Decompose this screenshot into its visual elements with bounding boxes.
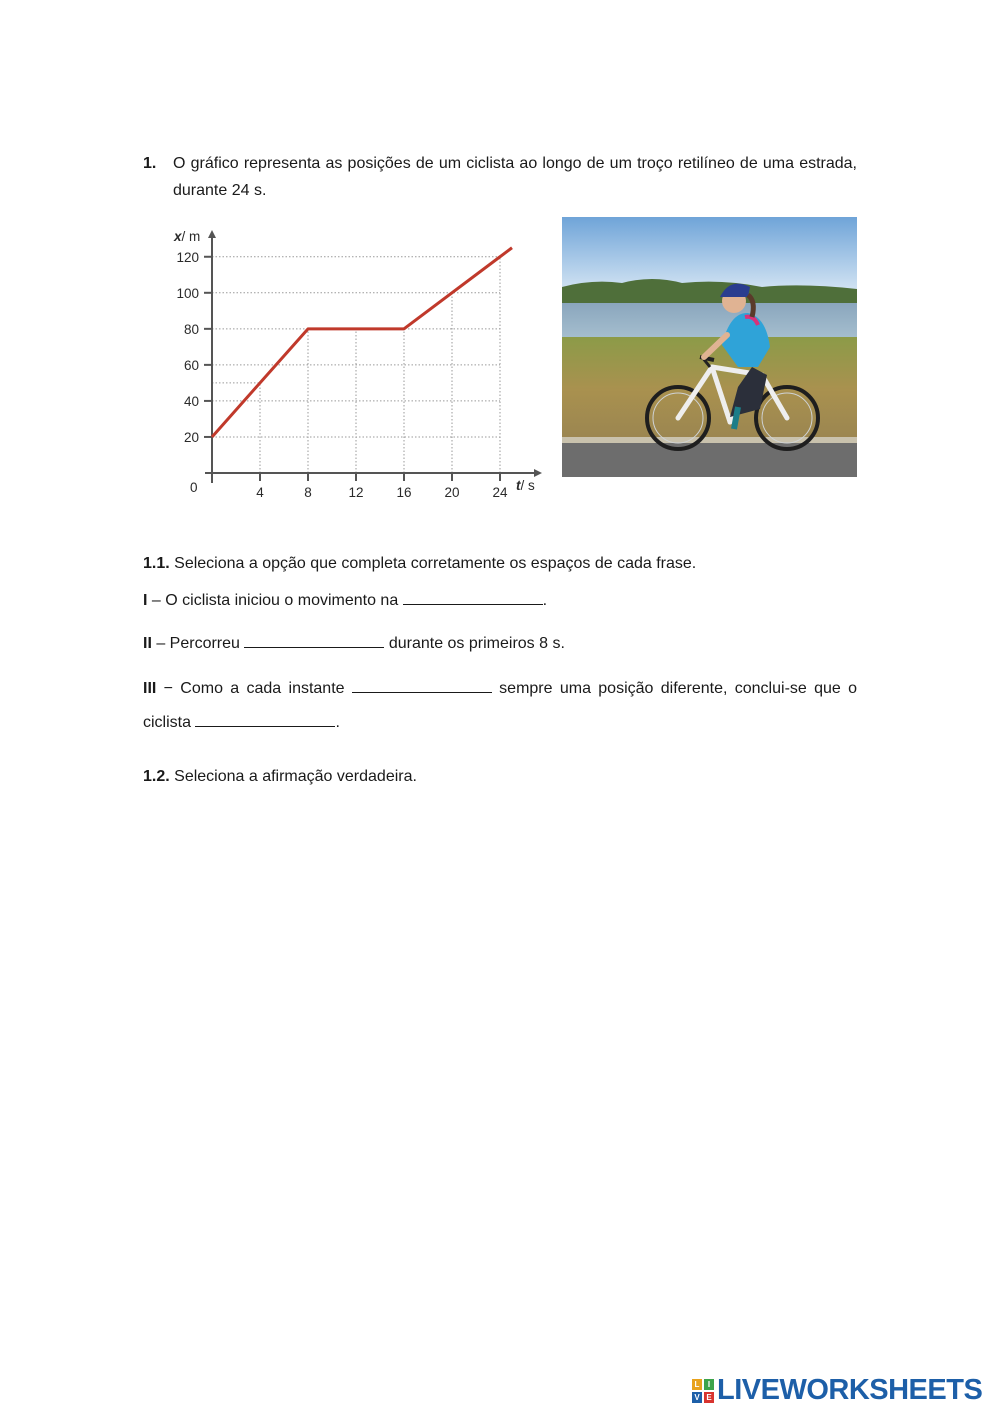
- blank-i[interactable]: [403, 590, 543, 605]
- logo-letter-tile: E: [704, 1392, 714, 1403]
- sentence-iii-line2: [143, 712, 857, 734]
- sentence-ii: [143, 633, 857, 655]
- y-tick-label: 20: [183, 429, 199, 445]
- question-1-2: [143, 766, 857, 788]
- sentence-iii-middle: sempre uma posição diferente, conclui-se que o: [491, 680, 858, 697]
- sentence-ii-after: durante os primeiros 8 s.: [384, 635, 565, 652]
- question-1-1: [143, 553, 857, 575]
- blank-ii[interactable]: [244, 633, 384, 648]
- origin-label: 0: [190, 480, 198, 495]
- sentence-iii-line1: [143, 678, 857, 700]
- question-1-1-number: 1.1.: [143, 555, 170, 572]
- y-tick-label: 100: [176, 285, 199, 301]
- logo-letter-tile: I: [704, 1379, 714, 1390]
- blank-iii-b[interactable]: [195, 712, 335, 727]
- logo-letter-tile: V: [692, 1392, 702, 1403]
- blank-iii-a[interactable]: [352, 678, 492, 693]
- sentence-i-label: I: [143, 592, 148, 609]
- y-axis-var: x: [174, 229, 182, 244]
- sentence-iii-after: .: [335, 714, 340, 731]
- sentence-iii-label: III: [143, 680, 157, 697]
- x-tick-label: 4: [256, 485, 264, 500]
- position-time-chart: [165, 220, 550, 510]
- sentence-iii-line2-before: ciclista: [143, 714, 196, 731]
- x-tick-label: 24: [492, 485, 508, 500]
- y-tick-label: 80: [183, 321, 199, 337]
- x-tick-label: 12: [348, 485, 364, 500]
- sentence-i-before: – O ciclista iniciou o movimento na: [147, 592, 403, 609]
- question-text: O gráfico representa as posições de um ciclista ao longo de um troço retilíneo de uma estrada, durante 24 s.: [173, 155, 857, 199]
- sentence-ii-before: – Percorreu: [151, 635, 245, 652]
- sentence-ii-label: II: [143, 635, 152, 652]
- question-1-2-text: Seleciona a afirmação verdadeira.: [174, 768, 417, 785]
- sentence-i: [143, 590, 857, 612]
- question-number: 1.: [143, 155, 157, 172]
- x-axis-var: t: [516, 478, 521, 493]
- question-1-2-number: 1.2.: [143, 768, 170, 785]
- sentence-i-after: .: [542, 592, 548, 609]
- logo-letter-tile: L: [692, 1379, 702, 1390]
- cyclist-photo: [562, 217, 857, 477]
- x-axis-label: [516, 478, 535, 493]
- liveworksheets-logo: [692, 1374, 982, 1407]
- cyclist-illustration: [562, 217, 857, 477]
- position-line: [212, 248, 512, 437]
- question-1-1-text: Seleciona a opção que completa corretamente os espaços de cada frase.: [174, 555, 697, 572]
- x-axis-unit: / s: [520, 478, 535, 493]
- x-tick-label: 8: [304, 485, 312, 500]
- logo-mark-icon: [692, 1379, 714, 1403]
- x-axis-arrow: [534, 469, 542, 477]
- y-tick-label: 60: [183, 357, 199, 373]
- x-tick-label: 16: [396, 485, 412, 500]
- axes: [205, 230, 542, 483]
- question-1: [143, 150, 857, 204]
- sentence-iii-before: − Como a cada instante: [156, 680, 352, 697]
- y-tick-label: 40: [183, 393, 199, 409]
- y-axis-arrow: [208, 230, 216, 238]
- x-tick-label: 20: [444, 485, 460, 500]
- logo-text: LIVEWORKSHEETS: [717, 1374, 983, 1406]
- y-axis-unit: / m: [181, 229, 201, 244]
- y-tick-label: 120: [176, 249, 199, 265]
- y-axis-label: [173, 229, 200, 244]
